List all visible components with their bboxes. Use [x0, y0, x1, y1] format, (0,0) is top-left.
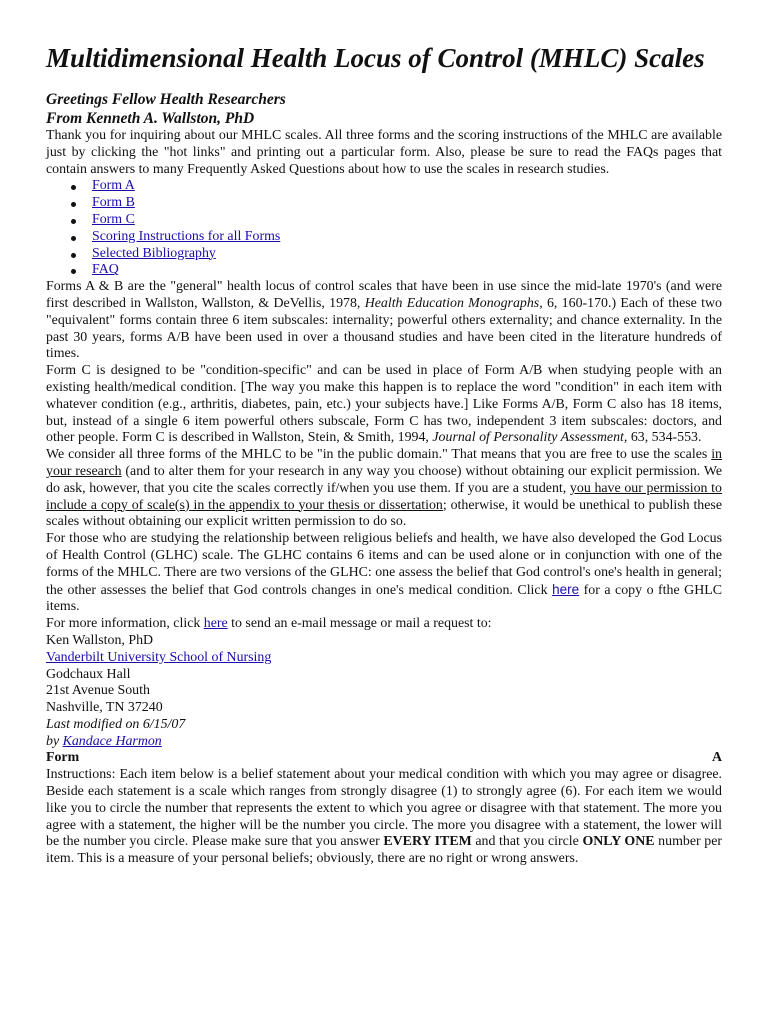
text-span: 63, 534-553.	[627, 430, 702, 446]
list-item	[92, 178, 722, 195]
form-a-link[interactable]: Form A	[92, 178, 135, 194]
last-modified: Last modified on 6/15/07	[46, 716, 186, 732]
text-span: Forms A & B are the "general" health locus of control scales that have been in use since the mid-late 1970's (and were first described in Wallston, Wallston, & DeVellis, 1978,	[46, 279, 722, 311]
text-span: ; otherwise, it would be unethical to publish these scales without obtaining our explicit written permission to do so.	[46, 497, 722, 530]
list-item	[92, 195, 722, 212]
form-heading-right: A	[711, 750, 722, 766]
bibliography-link[interactable]: Selected Bibliography	[92, 245, 216, 261]
form-c-link[interactable]: Form C	[92, 211, 135, 227]
vanderbilt-link[interactable]: Vanderbilt University School of Nursing	[46, 649, 272, 665]
document-page	[46, 42, 722, 868]
list-item	[92, 229, 722, 246]
contact-paragraph	[46, 616, 722, 633]
form-links-list	[46, 178, 722, 279]
author-link[interactable]: Kandace Harmon	[62, 733, 162, 749]
form-heading	[46, 750, 722, 767]
text-span: We consider all three forms of the MHLC to be "in the public domain." That means that you are free to use the scales	[46, 447, 712, 463]
forms-ab-paragraph	[46, 279, 722, 363]
public-domain-paragraph	[46, 447, 722, 531]
glhc-paragraph	[46, 531, 722, 616]
text-span: by	[46, 733, 63, 749]
text-span: For more information, click	[46, 616, 204, 632]
form-heading-left: Form	[46, 750, 80, 766]
bold-text: EVERY ITEM	[383, 834, 472, 850]
instructions-paragraph	[46, 767, 722, 868]
form-c-paragraph	[46, 363, 722, 447]
greeting-line-2: From Kenneth A. Wallston, PhD	[46, 110, 255, 127]
contact-name: Ken Wallston, PhD	[46, 632, 154, 648]
address-city: Nashville, TN 37240	[46, 700, 163, 716]
page-title: Multidimensional Health Locus of Control (MHLC) Scales	[46, 43, 705, 73]
glhc-here-link[interactable]: here	[552, 581, 580, 597]
scoring-instructions-link[interactable]: Scoring Instructions for all Forms	[92, 228, 281, 244]
list-item	[92, 212, 722, 229]
list-item	[92, 246, 722, 263]
text-span: Instructions: Each item below is a belief statement about your medical condition with which you may agree or disagree. Beside each statement is a scale which ranges from strongly disagree (1) to strongly agree (6). For each item we would like you to circle the number that represents the extent to which you agree or disagree with that statement. The more you agree with a statement, the higher will be the number you circle. The more you disagree with a statement, the lower will be the number you circle. Please make sure that you answer	[46, 767, 722, 850]
email-here-link[interactable]: here	[203, 616, 228, 632]
list-item	[92, 262, 722, 279]
journal-title: Journal of Personality Assessment,	[432, 430, 628, 446]
text-span: (and to alter them for your research in any way you choose) without obtaining our explicit permission. We do ask, however, that you cite the scales correctly if/when you use them. If you are a student,	[46, 463, 723, 496]
text-span: number per item. This is a measure of your personal beliefs; obviously, there are no right or wrong answers.	[46, 834, 722, 867]
address-street: 21st Avenue South	[46, 683, 150, 699]
text-span: Form C is designed to be "condition-specific" and can be used in place of Form A/B when studying people with an existing health/medical condition. [The way you make this happen is to replace the word "condition" in each item with whatever condition (e.g., arthritis, diabetes, pain, etc.) your subjects have.] Like Forms A/B, Form C also has 18 items, but, instead of a single 6 item powerful others subscale, Form C has two, independent 3 item subscales: doctors, and other people. Form C is described in Wallston, Stein, & Smith, 1994,	[46, 363, 722, 446]
intro-paragraph: Thank you for inquiring about our MHLC scales. All three forms and the scoring instructions of the MHLC are available just by clicking the "hot links" and printing out a particular form. Also, please be sure to read the FAQs pages that contain answers to many Frequently Asked Questions about how to use the scales in research studies.	[46, 128, 722, 177]
greeting-line-1: Greetings Fellow Health Researchers	[46, 91, 286, 108]
author-line	[46, 734, 722, 751]
address-hall: Godchaux Hall	[46, 666, 131, 682]
school-line	[46, 650, 722, 667]
bold-text: ONLY ONE	[582, 834, 655, 850]
text-span: For those who are studying the relationship between religious beliefs and health, we have also developed the God Locus of Health Control (GLHC) scale. The GLHC contains 6 items and can be used alone or in conjunction with one of the forms of the MHLC. There are two versions of the GLHC: one assess the belief that God control's one's health in general; the other assesses the belief that God controls changes in one's medical condition. Click	[46, 531, 722, 598]
journal-title: Health Education Monographs	[364, 295, 540, 311]
text-span: to send an e-mail message or mail a request to:	[227, 616, 492, 632]
text-span: for a copy o fthe GHLC items.	[46, 582, 722, 615]
form-b-link[interactable]: Form B	[92, 195, 135, 211]
underlined-text: in your research	[46, 447, 722, 479]
text-span: , 6, 160-170.) Each of these two "equivalent" forms contain three 6 item subscales: internality; powerful others externality; and chance externality. In the past 30 years, forms A/B have been used in over a thousand studies and have been cited in the literature hundreds of times.	[46, 295, 722, 362]
text-span: and that you circle	[471, 834, 583, 850]
faq-link[interactable]: FAQ	[92, 262, 119, 278]
underlined-text: you have our permission to include a copy of scale(s) in the appendix to your thesis or dissertation	[46, 480, 722, 513]
